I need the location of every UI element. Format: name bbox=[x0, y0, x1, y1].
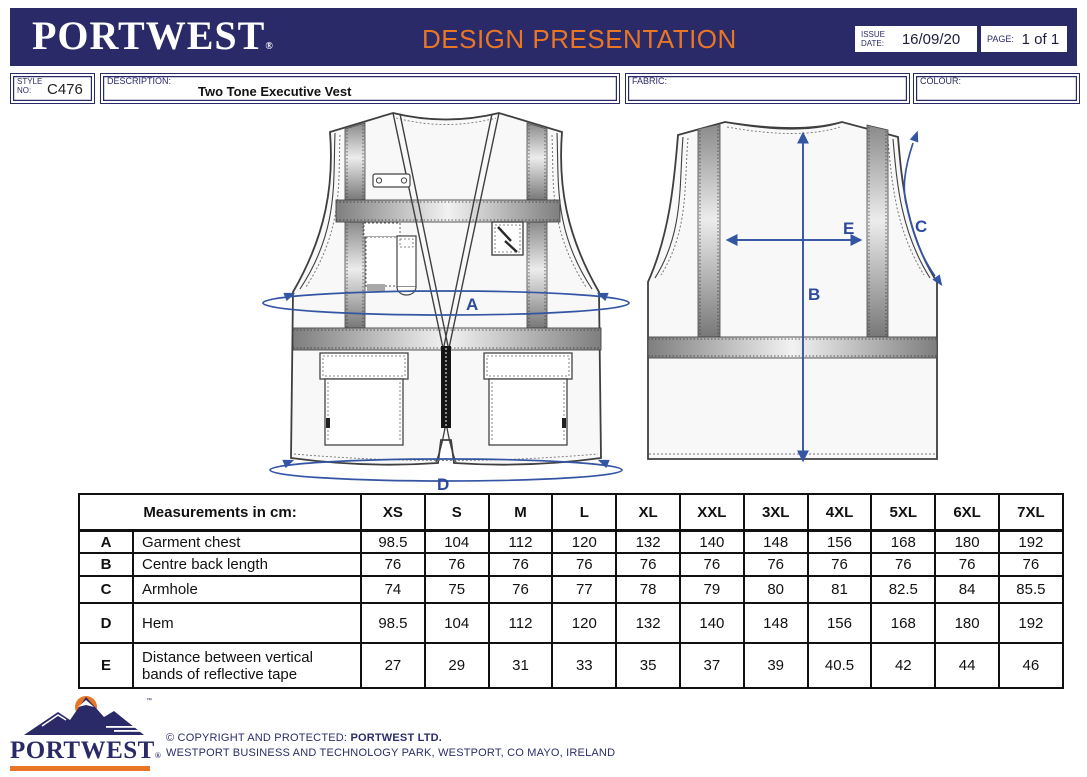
description-value: Two Tone Executive Vest bbox=[198, 84, 352, 99]
size-cell: 33 bbox=[552, 643, 616, 688]
brand-logo-text: PORTWEST® bbox=[32, 13, 274, 58]
size-cell: 140 bbox=[680, 531, 744, 554]
size-cell: 76 bbox=[489, 553, 553, 576]
size-cell: 120 bbox=[552, 603, 616, 643]
size-cell: 120 bbox=[552, 531, 616, 554]
registered-mark: ® bbox=[265, 41, 274, 52]
label-D: D bbox=[437, 475, 450, 492]
footer-underline bbox=[10, 766, 150, 771]
measurements-header: Measurements in cm: bbox=[79, 494, 361, 531]
size-cell: 76 bbox=[361, 553, 425, 576]
size-cell: 168 bbox=[871, 531, 935, 554]
measure-row-B bbox=[79, 553, 1063, 576]
row-name: Centre back length bbox=[133, 553, 361, 576]
size-cell: 76 bbox=[616, 553, 680, 576]
size-cell: 40.5 bbox=[808, 643, 872, 688]
size-col-header: 4XL bbox=[808, 494, 872, 531]
registered-mark: ® bbox=[154, 751, 162, 760]
size-col-header: 7XL bbox=[999, 494, 1063, 531]
mountain-logo-icon bbox=[8, 692, 156, 738]
size-cell: 29 bbox=[425, 643, 489, 688]
size-cell: 85.5 bbox=[999, 576, 1063, 603]
size-cell: 180 bbox=[935, 531, 999, 554]
size-cell: 156 bbox=[808, 531, 872, 554]
vest-back-drawing bbox=[645, 110, 945, 472]
row-key: E bbox=[79, 643, 133, 688]
size-cell: 192 bbox=[999, 531, 1063, 554]
measure-row-E bbox=[79, 643, 1063, 688]
size-col-header: XXL bbox=[680, 494, 744, 531]
style-no-box bbox=[10, 73, 95, 104]
style-no-label: STYLE NO: bbox=[17, 77, 43, 95]
size-cell: 180 bbox=[935, 603, 999, 643]
size-table-header-row bbox=[79, 494, 1063, 531]
document-title: DESIGN PRESENTATION bbox=[422, 24, 737, 54]
fabric-label: FABRIC: bbox=[632, 76, 668, 86]
row-key: D bbox=[79, 603, 133, 643]
description-box bbox=[100, 73, 620, 104]
size-col-header: XL bbox=[616, 494, 680, 531]
row-name: Garment chest bbox=[133, 531, 361, 554]
copyright-block bbox=[166, 731, 615, 761]
row-key: C bbox=[79, 576, 133, 603]
size-cell: 82.5 bbox=[871, 576, 935, 603]
size-cell: 39 bbox=[744, 643, 808, 688]
size-cell: 42 bbox=[871, 643, 935, 688]
size-cell: 35 bbox=[616, 643, 680, 688]
size-cell: 98.5 bbox=[361, 603, 425, 643]
measure-row-C bbox=[79, 576, 1063, 603]
size-cell: 104 bbox=[425, 531, 489, 554]
copyright-line: © COPYRIGHT AND PROTECTED: PORTWEST LTD. bbox=[166, 732, 443, 744]
size-cell: 44 bbox=[935, 643, 999, 688]
size-cell: 78 bbox=[616, 576, 680, 603]
row-key: A bbox=[79, 531, 133, 554]
label-B: B bbox=[808, 285, 821, 304]
size-col-header: L bbox=[552, 494, 616, 531]
size-cell: 112 bbox=[489, 603, 553, 643]
size-cell: 81 bbox=[808, 576, 872, 603]
size-cell: 76 bbox=[425, 553, 489, 576]
page-value: 1 of 1 bbox=[1021, 30, 1060, 48]
size-cell: 76 bbox=[871, 553, 935, 576]
row-name: Armhole bbox=[133, 576, 361, 603]
size-col-header: M bbox=[489, 494, 553, 531]
measure-row-D bbox=[79, 603, 1063, 643]
size-cell: 79 bbox=[680, 576, 744, 603]
size-cell: 46 bbox=[999, 643, 1063, 688]
size-cell: 77 bbox=[552, 576, 616, 603]
address-line: WESTPORT BUSINESS AND TECHNOLOGY PARK, WESTPORT, CO MAYO, IRELAND bbox=[166, 747, 616, 759]
size-cell: 104 bbox=[425, 603, 489, 643]
size-col-header: 5XL bbox=[871, 494, 935, 531]
size-cell: 112 bbox=[489, 531, 553, 554]
issue-date-value: 16/09/20 bbox=[901, 30, 961, 48]
size-cell: 140 bbox=[680, 603, 744, 643]
trademark-mark: ™ bbox=[146, 698, 152, 704]
size-cell: 192 bbox=[999, 603, 1063, 643]
size-cell: 31 bbox=[489, 643, 553, 688]
size-cell: 76 bbox=[808, 553, 872, 576]
size-cell: 76 bbox=[680, 553, 744, 576]
size-cell: 37 bbox=[680, 643, 744, 688]
size-cell: 27 bbox=[361, 643, 425, 688]
row-name: Hem bbox=[133, 603, 361, 643]
description-label: DESCRIPTION: bbox=[107, 76, 172, 86]
size-col-header: 3XL bbox=[744, 494, 808, 531]
size-col-header: XS bbox=[361, 494, 425, 531]
page-box bbox=[981, 26, 1067, 52]
size-cell: 156 bbox=[808, 603, 872, 643]
size-cell: 76 bbox=[489, 576, 553, 603]
fabric-box bbox=[625, 73, 910, 104]
size-cell: 148 bbox=[744, 531, 808, 554]
footer-brand-text: PORTWEST® bbox=[10, 737, 162, 764]
label-E: E bbox=[843, 219, 855, 238]
vest-front-drawing bbox=[248, 110, 648, 492]
size-cell: 75 bbox=[425, 576, 489, 603]
page-label: PAGE: bbox=[987, 33, 1014, 44]
header-bar bbox=[10, 8, 1077, 66]
measure-row-A bbox=[79, 531, 1063, 554]
issue-date-box bbox=[855, 26, 977, 52]
size-cell: 74 bbox=[361, 576, 425, 603]
size-col-header: S bbox=[425, 494, 489, 531]
label-A: A bbox=[466, 295, 479, 314]
size-cell: 132 bbox=[616, 603, 680, 643]
row-name: Distance between vertical bands of reflective tape bbox=[133, 643, 361, 688]
size-cell: 76 bbox=[935, 553, 999, 576]
size-table bbox=[78, 493, 1064, 689]
size-cell: 98.5 bbox=[361, 531, 425, 554]
footer-logo bbox=[8, 692, 162, 771]
size-col-header: 6XL bbox=[935, 494, 999, 531]
row-key: B bbox=[79, 553, 133, 576]
size-cell: 76 bbox=[552, 553, 616, 576]
issue-date-label: ISSUE DATE: bbox=[861, 30, 886, 48]
size-cell: 84 bbox=[935, 576, 999, 603]
size-cell: 148 bbox=[744, 603, 808, 643]
size-cell: 168 bbox=[871, 603, 935, 643]
style-no-value: C476 bbox=[47, 81, 83, 98]
colour-box bbox=[913, 73, 1080, 104]
label-C: C bbox=[915, 217, 928, 236]
size-cell: 76 bbox=[744, 553, 808, 576]
size-cell: 76 bbox=[999, 553, 1063, 576]
size-cell: 132 bbox=[616, 531, 680, 554]
size-cell: 80 bbox=[744, 576, 808, 603]
colour-label: COLOUR: bbox=[920, 76, 962, 86]
